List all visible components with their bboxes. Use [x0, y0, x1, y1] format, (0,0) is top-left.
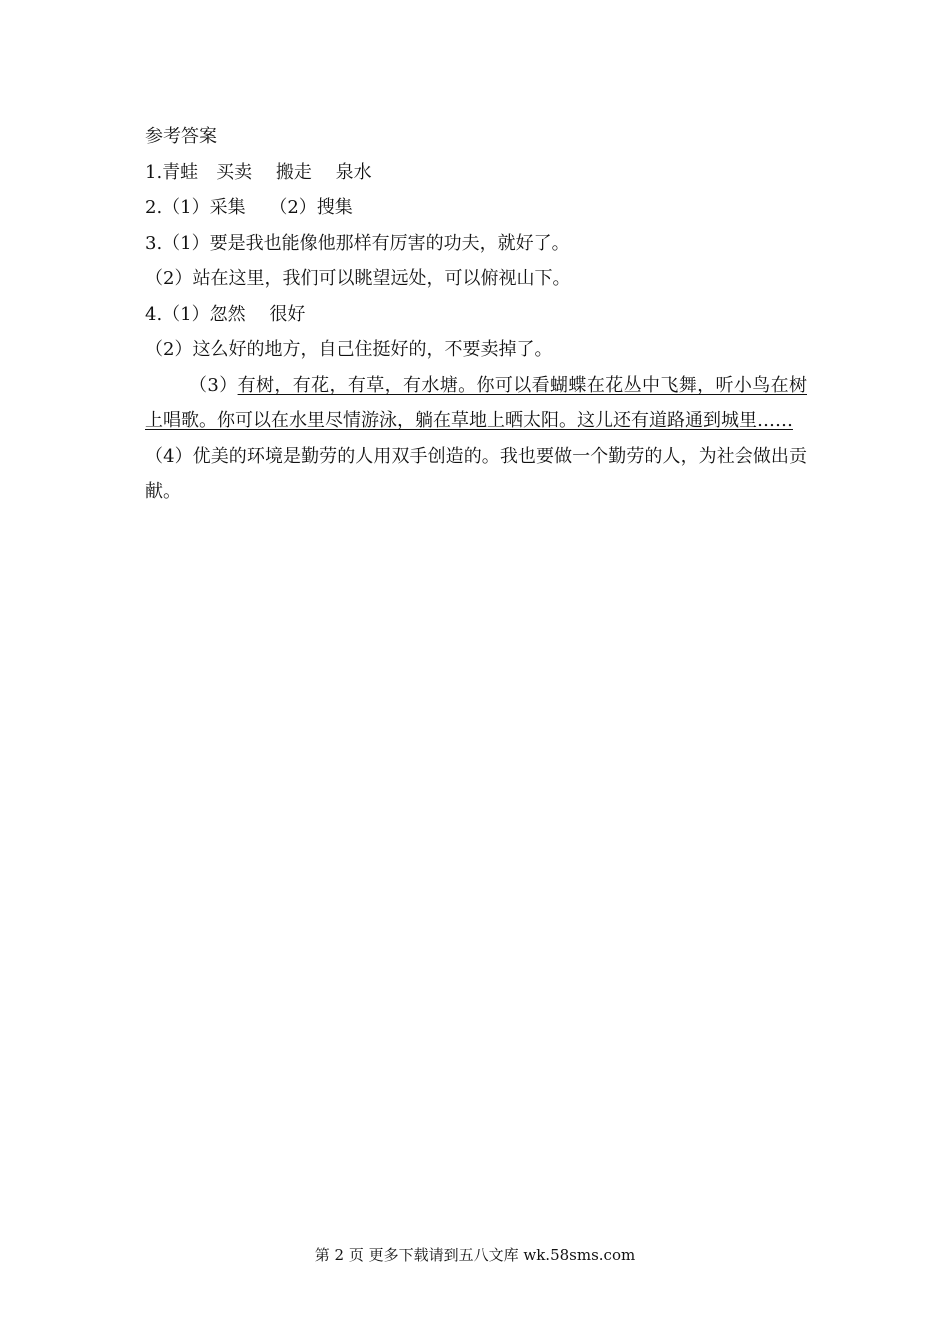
page-footer: 第 2 页 更多下载请到五八文库 wk.58sms.com	[314, 1246, 636, 1264]
answer-q4-1: 4.（1）忽然 很好	[145, 303, 306, 325]
answer-q2: 2.（1）采集 （2）搜集	[145, 197, 353, 218]
answer-q4-4: （4）优美的环境是勤劳的人用双手创造的。我也要做一个勤劳的人，为社会做出贡献。	[145, 445, 807, 502]
answer-heading: 参考答案	[145, 126, 217, 147]
answer-q4-3-label: （3）	[189, 374, 238, 396]
answer-q1: 1.青蛙 买卖 搬走 泉水	[145, 161, 372, 183]
answer-q3-2: （2）站在这里，我们可以眺望远处，可以俯视山下。	[145, 268, 571, 289]
answer-q3-1: 3.（1）要是我也能像他那样有厉害的功夫，就好了。	[145, 232, 570, 254]
answer-q4-2: （2）这么好的地方，自己住挺好的，不要卖掉了。	[145, 339, 553, 360]
answer-content	[145, 119, 807, 510]
answer-q4-3	[145, 368, 807, 439]
answer-q4-3-text: 有树，有花，有草，有水塘。你可以看蝴蝶在花丛中飞舞，听小鸟在树上唱歌。你可以在水里尽情游泳，躺在草地上晒太阳。这儿还有道路通到城里……	[145, 374, 807, 431]
